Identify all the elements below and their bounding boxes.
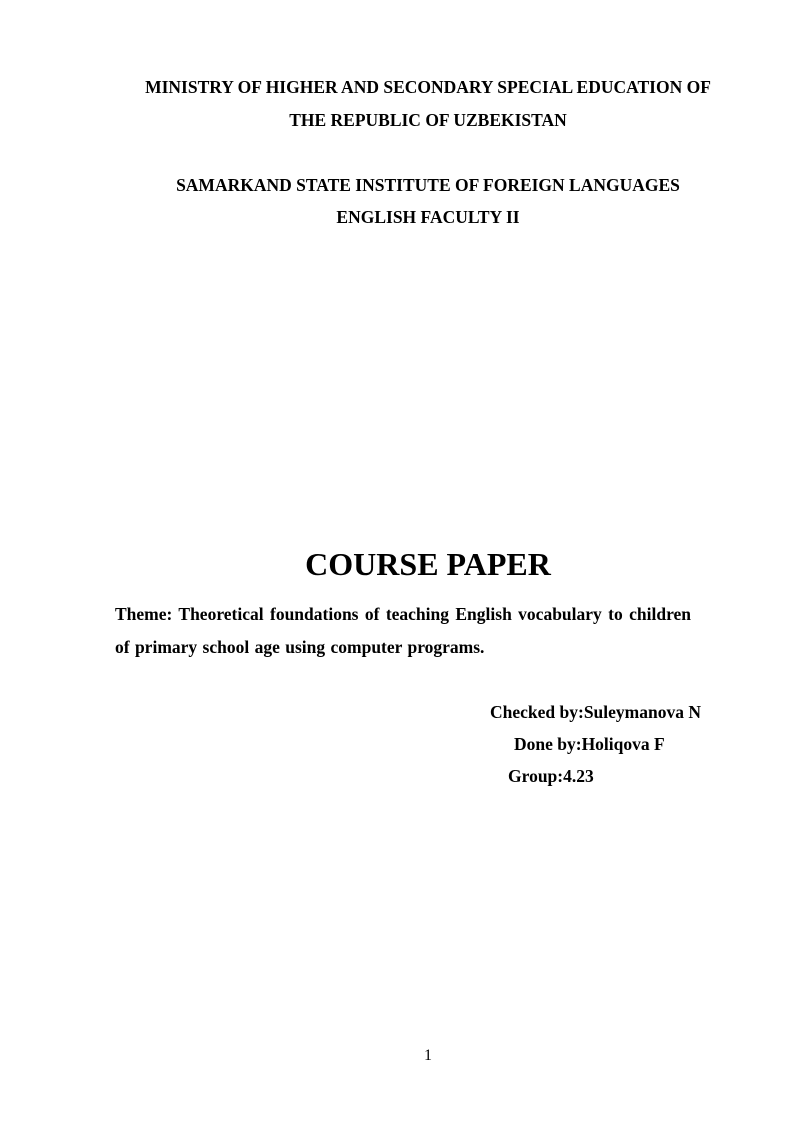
faculty-heading: ENGLISH FACULTY II [336, 207, 520, 227]
institute-heading-line-1: SAMARKAND STATE INSTITUTE OF FOREIGN LANGUAGES [176, 175, 680, 195]
theme-line-1: Theme: Theoretical foundations of teaching English vocabulary to children [115, 604, 692, 624]
group-number: Group:4.23 [508, 766, 594, 786]
theme-line-2: of primary school age using computer programs. [115, 637, 485, 657]
page-number: 1 [424, 1047, 432, 1064]
checked-by: Checked by:Suleymanova N [490, 702, 701, 722]
ministry-heading-line-1: MINISTRY OF HIGHER AND SECONDARY SPECIAL EDUCATION OF [145, 77, 711, 97]
done-by: Done by:Holiqova F [514, 734, 665, 754]
document-title: COURSE PAPER [305, 546, 551, 582]
ministry-heading-line-2: THE REPUBLIC OF UZBEKISTAN [289, 110, 567, 130]
